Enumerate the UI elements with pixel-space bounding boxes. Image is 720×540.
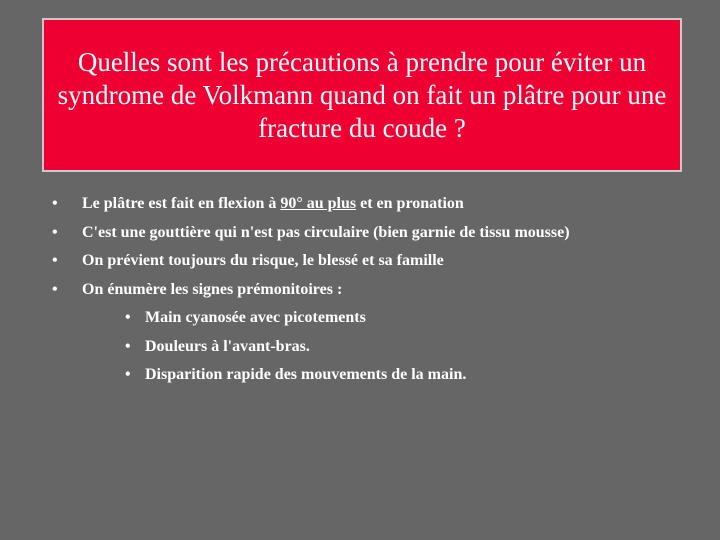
bullet-text-4: On énumère les signes prémonitoires :: [82, 280, 343, 298]
bullet-item-1: [52, 190, 702, 219]
bullet-item-2: [52, 219, 702, 248]
bullet-marker: •: [52, 280, 58, 298]
bullet-item-3: [52, 247, 702, 276]
bullet-text-2: C'est une gouttière qui n'est pas circulaire (bien garnie de tissu mousse): [82, 223, 570, 241]
sub-bullet-item-3: [125, 361, 702, 390]
bullet-item-4: [52, 276, 702, 305]
sub-bullet-item-1: [125, 304, 702, 333]
sub-bullet-text-3: Disparition rapide des mouvements de la main.: [145, 366, 467, 383]
sub-bullet-text-2: Douleurs à l'avant-bras.: [145, 337, 310, 355]
sub-bullet-list: [125, 304, 702, 390]
bullet-text-1-underlined: 90° au plus: [280, 195, 357, 212]
sub-bullet-item-2: [125, 333, 702, 362]
slide-title-box: [42, 18, 682, 172]
bullet-marker: •: [52, 223, 58, 241]
sub-bullet-text-1: Main cyanosée avec picotements: [145, 309, 366, 326]
bullet-text-1-part-2: et en pronation: [356, 195, 464, 212]
sub-bullet-marker: •: [125, 337, 131, 355]
sub-bullet-marker: •: [125, 309, 131, 326]
bullet-list: [52, 190, 702, 390]
bullet-text-3: On prévient toujours du risque, le blessé et sa famille: [82, 252, 444, 269]
bullet-marker: •: [52, 195, 58, 212]
sub-bullet-marker: •: [125, 366, 131, 383]
bullet-text-1-part-1: Le plâtre est fait en flexion à: [82, 195, 281, 212]
slide-title: Quelles sont les précautions à prendre pour éviter un syndrome de Volkmann quand on fait un plâtre pour une fracture du coude ?: [57, 46, 667, 143]
bullet-marker: •: [52, 252, 58, 269]
bullet-text-1: [82, 190, 702, 219]
